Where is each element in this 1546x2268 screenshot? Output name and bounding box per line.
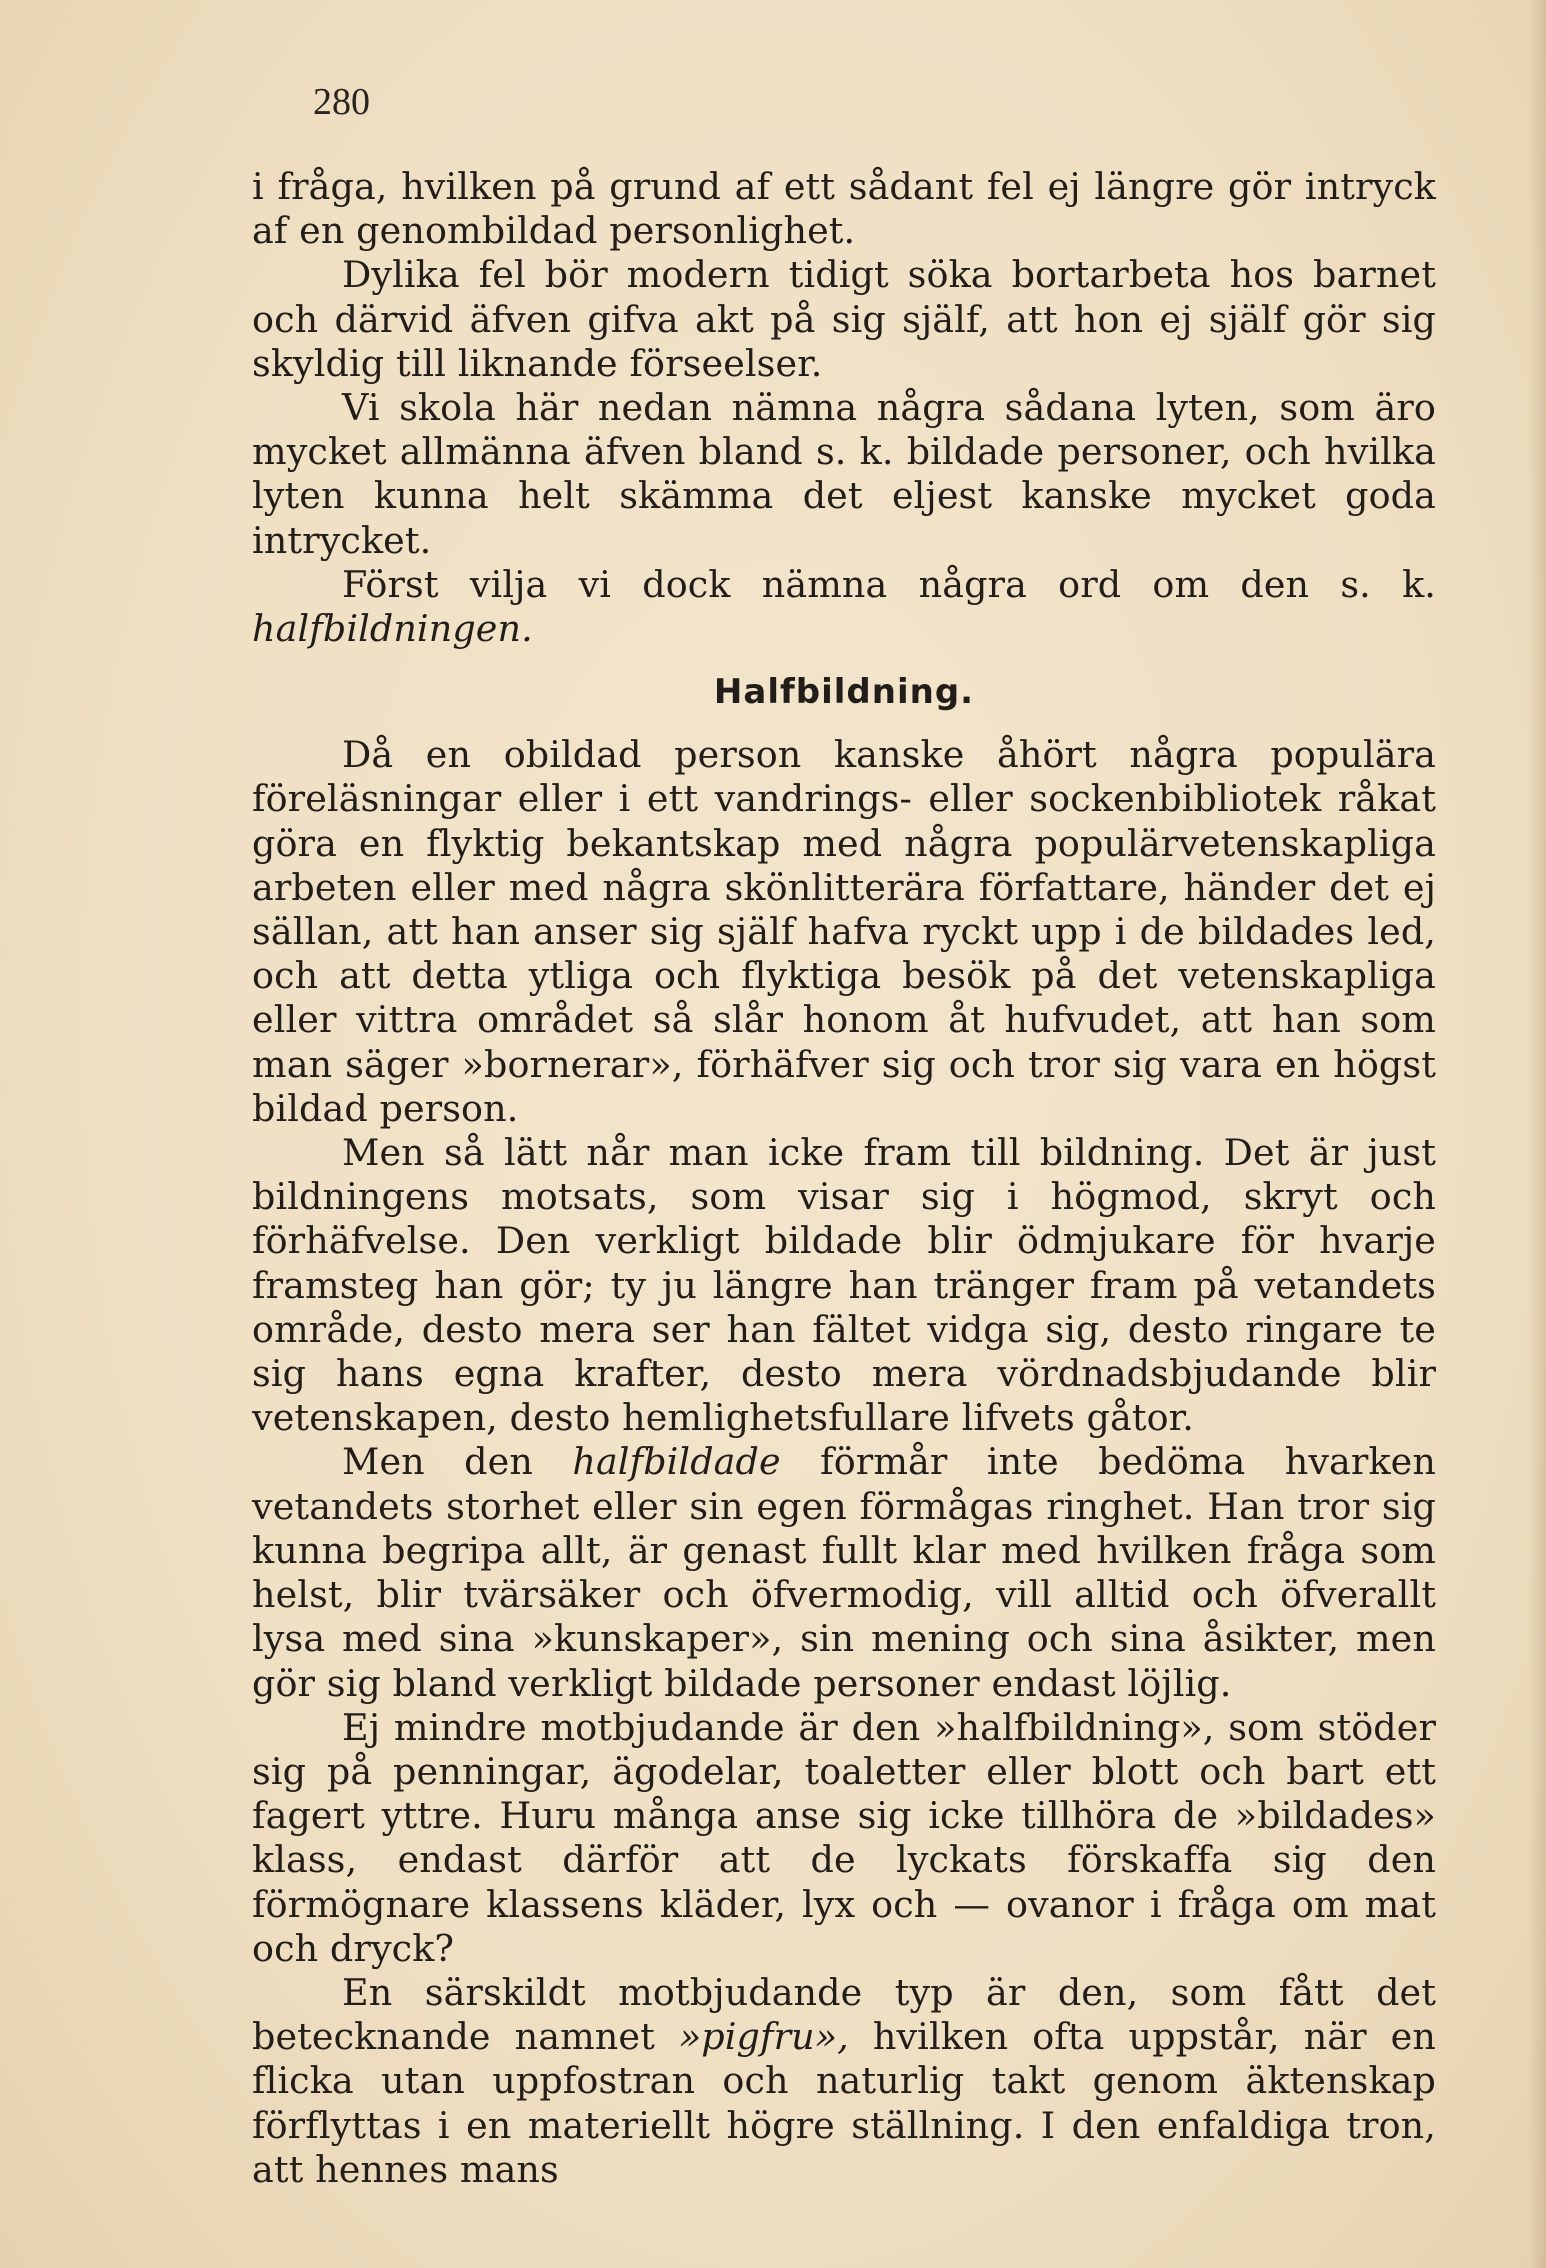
section-heading: Halfbildning.	[713, 672, 975, 713]
paragraph-continued: i fråga, hvilken på grund af ett sådant fel ej längre gör intryck af en genombildad personlighet.	[252, 165, 1436, 253]
paragraph: Ej mindre motbjudande är den »halfbildning», som stöder sig på penningar, ägodelar, toaletter eller blott och bart ett fagert yttre. Huru många anse sig icke tillhöra de »bildades» klass, endast därför att de lyckats förskaffa sig den förmögnare klassens kläder, lyx och — ovanor i fråga om mat och dryck?	[252, 1705, 1436, 1970]
paragraph-text: hvilken ofta uppstår, när en flicka utan uppfostran och naturlig takt genom äktenskap förflyttas i en materiellt högre ställning. I den enfaldiga tron, att hennes mans	[252, 2015, 1436, 2191]
paragraph-text: En särskildt motbjudande typ är den, som fått det betecknande namnet	[252, 1970, 1436, 2059]
paragraph-text: Först vilja vi dock nämna några ord om den s. k.	[342, 562, 1436, 606]
paragraph: Vi skola här nedan nämna några sådana lyten, som äro mycket allmänna äfven bland s. k. bildade personer, och hvilka lyten kunna helt skämma det eljest kanske mycket goda intrycket.	[252, 386, 1436, 562]
italic-term: halfbildningen.	[252, 607, 533, 651]
body-text	[252, 165, 1436, 2192]
page-number: 280	[313, 81, 370, 123]
paragraph-text: förmår inte bedöma hvarken vetandets storhet eller sin egen förmågas ringhet. Han tror sig kunna begripa allt, är genast fullt klar med hvilken fråga som helst, blir tvärsäker och öfvermodig, vill alltid och öfverallt lysa med sina »kunskaper», sin mening och sina åsikter, men gör sig bland verkligt bildade personer endast löjlig.	[252, 1440, 1436, 1705]
paragraph	[252, 1440, 1436, 1705]
paragraph: Då en obildad person kanske åhört några populära föreläsningar eller i ett vandrings- eller sockenbibliotek råkat göra en flyktig bekantskap med några populärvetenskapliga arbeten eller med några skönlitterära författare, händer det ej sällan, att han anser sig själf hafva ryckt upp i de bildades led, och att detta ytliga och flyktiga besök på det vetenskapliga eller vittra området så slår honom åt hufvudet, att han som man säger »bornerar», förhäfver sig och tror sig vara en högst bildad person.	[252, 733, 1436, 1130]
paragraph	[252, 563, 1436, 651]
italic-term: »pigfru»,	[678, 2015, 849, 2059]
paragraph: Dylika fel bör modern tidigt söka bortarbeta hos barnet och därvid äfven gifva akt på sig själf, att hon ej själf gör sig skyldig till liknande förseelser.	[252, 253, 1436, 385]
paragraph	[252, 1971, 1436, 2192]
paragraph: Men så lätt når man icke fram till bildning. Det är just bildningens motsats, som visar sig i högmod, skryt och förhäfvelse. Den verkligt bildade blir ödmjukare för hvarje framsteg han gör; ty ju längre han tränger fram på vetandets område, desto mera ser han fältet vidga sig, desto ringare te sig hans egna krafter, desto mera vördnadsbjudande blir vetenskapen, desto hemlighetsfullare lifvets gåtor.	[252, 1131, 1436, 1440]
paragraph-text: Men den	[342, 1440, 573, 1484]
italic-term: halfbildade	[572, 1440, 781, 1484]
